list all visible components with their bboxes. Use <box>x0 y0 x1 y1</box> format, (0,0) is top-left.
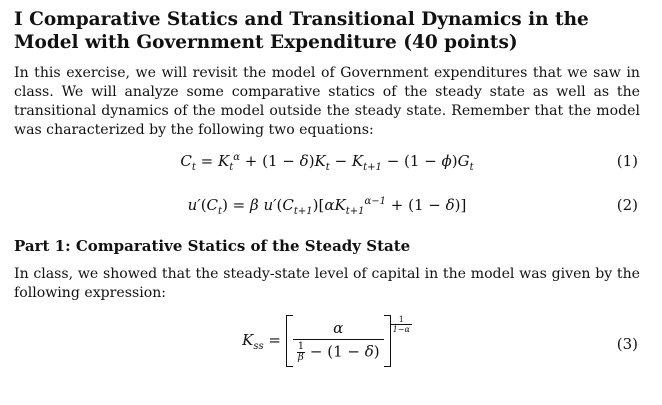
intro-paragraph: In this exercise, we will revisit the model of Government expenditures that we saw in class. We will analyze some comparative statics of the steady state as well as the transitional dynamics of the model outside the steady state. Remember that the model was characterized by the following two equations: <box>14 65 640 138</box>
equation-1-number: (1) <box>616 152 638 170</box>
part1-heading: Part 1: Comparative Statics of the Steady State <box>14 237 411 255</box>
document-page <box>14 8 640 373</box>
equation-2-math: $u'(C_t) = \beta$ $u'(C_{t+1})[\alpha K_{t+1}^{\alpha-1} + (1 - \delta)]$ <box>187 196 467 217</box>
equation-2-number: (2) <box>616 196 638 214</box>
equation-1-math: $C_t = K_t^\alpha + (1 - \delta)K_t - K_{t+1} - (1 - \phi)G_t$ <box>180 152 474 173</box>
section-title: I Comparative Statics and Transitional Dynamics in the Model with Government Expenditure (40 points) <box>14 9 589 53</box>
equation-1 <box>14 148 640 178</box>
equation-3 <box>14 309 640 373</box>
equation-3-number: (3) <box>616 335 638 353</box>
equation-3-math: $K_{ss}$ = α $\frac{1}{\beta}$ − (1 − δ) $\frac{1}{1-\alpha}$ <box>14 315 640 367</box>
equation-2 <box>14 192 640 222</box>
part1-paragraph: In class, we showed that the steady-state level of capital in the model was given by the following expression: <box>14 266 640 301</box>
